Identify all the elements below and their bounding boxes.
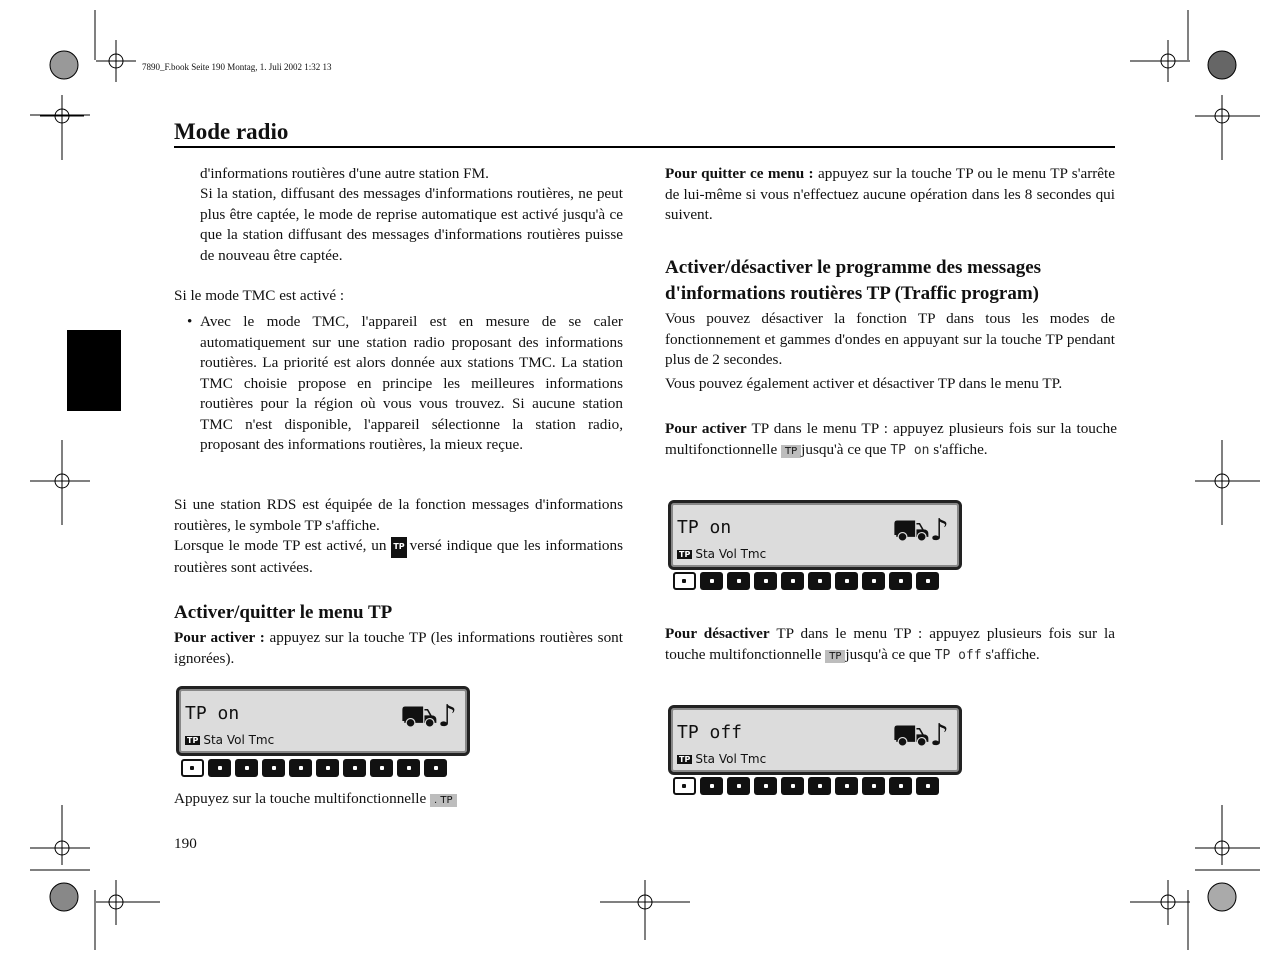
left-p6b: versé indique que les informations routières sont activées. [174, 537, 624, 576]
left-p7 [174, 628, 623, 669]
right-p1 [665, 164, 1115, 226]
key[interactable] [700, 572, 723, 590]
display-line2: TP Sta Vol Tmc [679, 547, 767, 561]
key[interactable] [235, 759, 258, 777]
left-p3: Si le mode TMC est activé : [174, 287, 345, 304]
key[interactable] [262, 759, 285, 777]
page-title: Mode radio [174, 119, 289, 144]
key[interactable] [754, 572, 777, 590]
key[interactable] [673, 572, 696, 590]
print-header: 7890_F.book Seite 190 Montag, 1. Juli 2002 1:32 13 [142, 62, 332, 72]
display-line1: TP on [185, 703, 240, 724]
title-rule [174, 146, 1115, 148]
display-line2: TP Sta Vol Tmc [679, 752, 767, 766]
right-p2: Vous pouvez désactiver la fonction TP dans tous les modes de fonctionnement et gammes d'ondes en appuyant sur la touche TP pendant plus de 2 secondes. [665, 310, 1115, 368]
key[interactable] [397, 759, 420, 777]
key[interactable] [808, 777, 831, 795]
traffic-cars-icon: ⛟♪ [892, 513, 949, 548]
left-p7-bold: Pour activer : [174, 629, 265, 646]
key[interactable] [700, 777, 723, 795]
left-p2: Si la station, diffusant des messages d'informations routières, ne peut plus être captée, le mode de reprise automatique est activé jusqu'à ce que la station diffusant des messages d'informations routières puisse de nouveau être captée. [200, 185, 623, 264]
key[interactable] [781, 777, 804, 795]
display-line2: TP Sta Vol Tmc [187, 733, 275, 747]
key[interactable] [424, 759, 447, 777]
left-p5: Si une station RDS est équipée de la fonction messages d'informations routières, le symbole TP s'affiche. [174, 496, 623, 534]
key[interactable] [289, 759, 312, 777]
radio-display-1 [176, 686, 470, 756]
right-p4-bold: Pour activer [665, 420, 747, 437]
tp-off-text: TP off [934, 647, 982, 663]
left-p4: Avec le mode TMC, l'appareil est en mesure de se caler automatiquement sur une station radio proposant des informations routières. La priorité est alors donnée aux stations TMC. La station TMC choisie propose en principe les meilleures informations routières pour la région où vous vous trouvez. Si aucune station TMC n'est disponible, l'appareil sélectionne la station radio, proposant des informations routières, la mieux reçue. [200, 313, 623, 453]
display-line1: TP off [677, 722, 743, 743]
traffic-cars-icon: ⛟♪ [892, 718, 949, 753]
left-p1: d'informations routières d'une autre station FM. [200, 165, 489, 182]
key[interactable] [862, 777, 885, 795]
tp-key-label: TP [825, 650, 845, 663]
right-p1-text: appuyez sur la touche TP ou le menu TP s'arrête de lui-même si vous n'effectuez aucune opération dans les 8 secondes qui suivent. [665, 165, 1116, 223]
right-p5-bold: Pour désactiver [665, 625, 770, 642]
heading-tp-program: Activer/désactiver le programme des messages d'informations routières TP (Traffic program) [665, 257, 1042, 304]
key[interactable] [781, 572, 804, 590]
tp-key-label: TP [781, 445, 801, 458]
left-p8 [174, 789, 623, 812]
key[interactable] [673, 777, 696, 795]
right-p4: Pour activer TP dans le menu TP : appuyez plusieurs fois sur la touche multifonctionnelle TP jusqu'à ce que TP on s'affiche. [665, 420, 1117, 458]
tp-badge: TP [391, 537, 406, 558]
key[interactable] [862, 572, 885, 590]
key[interactable] [754, 777, 777, 795]
right-p5: Pour désactiver TP dans le menu TP : appuyez plusieurs fois sur la touche multifonctionnelle TP jusqu'à ce que TP off s'affiche. [665, 625, 1115, 663]
heading-menu-tp: Activer/quitter le menu TP [174, 602, 393, 623]
left-p6 [174, 536, 623, 578]
key[interactable] [889, 777, 912, 795]
left-p7-text: appuyez sur la touche TP (les informations routières sont ignorées). [174, 629, 623, 667]
key[interactable] [316, 759, 339, 777]
key[interactable] [889, 572, 912, 590]
key[interactable] [208, 759, 231, 777]
multifunction-keys-3 [673, 777, 939, 795]
right-p1-bold: Pour quitter ce menu : [665, 165, 814, 182]
key[interactable] [808, 572, 831, 590]
right-p3: Vous pouvez également activer et désactiver TP dans le menu TP. [665, 375, 1063, 392]
key[interactable] [181, 759, 204, 777]
radio-display-3 [668, 705, 962, 775]
left-p6a: Lorsque le mode TP est activé, un [174, 537, 387, 554]
key[interactable] [835, 777, 858, 795]
tp-on-text: TP on [890, 442, 930, 458]
multifunction-keys-2 [673, 572, 939, 590]
chapter-tab [67, 330, 121, 411]
key[interactable] [835, 572, 858, 590]
key[interactable] [727, 572, 750, 590]
key[interactable] [343, 759, 366, 777]
bullet: • [187, 313, 193, 330]
tp-key-label: . TP [430, 794, 457, 807]
multifunction-keys-1 [181, 759, 447, 777]
key[interactable] [370, 759, 393, 777]
page-number: 190 [174, 835, 197, 852]
radio-display-2 [668, 500, 962, 570]
key[interactable] [727, 777, 750, 795]
traffic-cars-icon: ⛟♪ [400, 699, 457, 734]
key[interactable] [916, 572, 939, 590]
left-p8-text: Appuyez sur la touche multifonctionnelle [174, 790, 427, 807]
display-line1: TP on [677, 517, 732, 538]
key[interactable] [916, 777, 939, 795]
